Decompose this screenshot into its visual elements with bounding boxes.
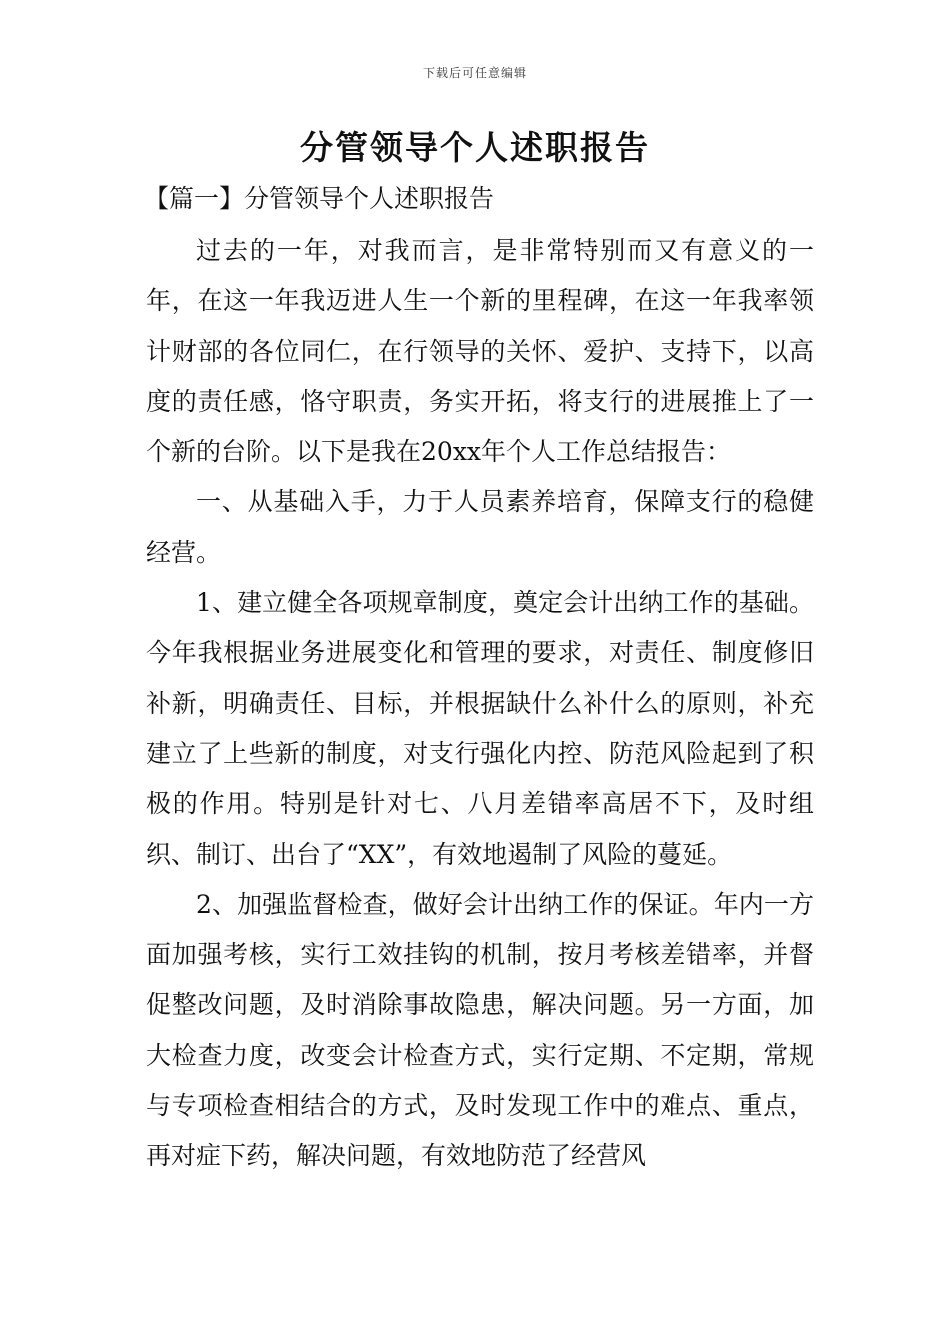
document-body [146, 180, 814, 1182]
paragraph-point-one: 一、从基础入手，力于人员素养培育，保障支行的稳健经营。 [146, 487, 814, 567]
paragraph-item-1: 1、建立健全各项规章制度，奠定会计出纳工作的基础。今年我根据业务进展变化和管理的要求，对责任、制度修旧补新，明确责任、目标，并根据缺什么补什么的原则，补充建立了上些新的制度，对支行强化内控、防范风险起到了积极的作用。特别是针对七、八月差错率高居不下，及时组织、制订、出台了“XX”，有效地遏制了风险的蔓延。 [146, 588, 814, 869]
header-note: 下载后可任意编辑 [422, 66, 527, 80]
document-title: 分管领导个人述职报告 [300, 128, 650, 167]
paragraph-intro: 过去的一年，对我而言，是非常特别而又有意义的一年，在这一年我迈进人生一个新的里程碑，在这一年我率领计财部的各位同仁，在行领导的关怀、爱护、支持下，以高度的责任感，恪守职责，务实开拓，将支行的进展推上了一个新的台阶。以下是我在20xx年个人工作总结报告： [146, 236, 814, 467]
paragraph-item-2: 2、加强监督检查，做好会计出纳工作的保证。年内一方面加强考核，实行工效挂钩的机制，按月考核差错率，并督促整改问题，及时消除事故隐患，解决问题。另一方面，加大检查力度，改变会计检查方式，实行定期、不定期，常规与专项检查相结合的方式，及时发现工作中的难点、重点，再对症下药，解决问题，有效地防范了经营风 [146, 889, 814, 1171]
section-heading: 【篇一】分管领导个人述职报告 [144, 184, 495, 213]
